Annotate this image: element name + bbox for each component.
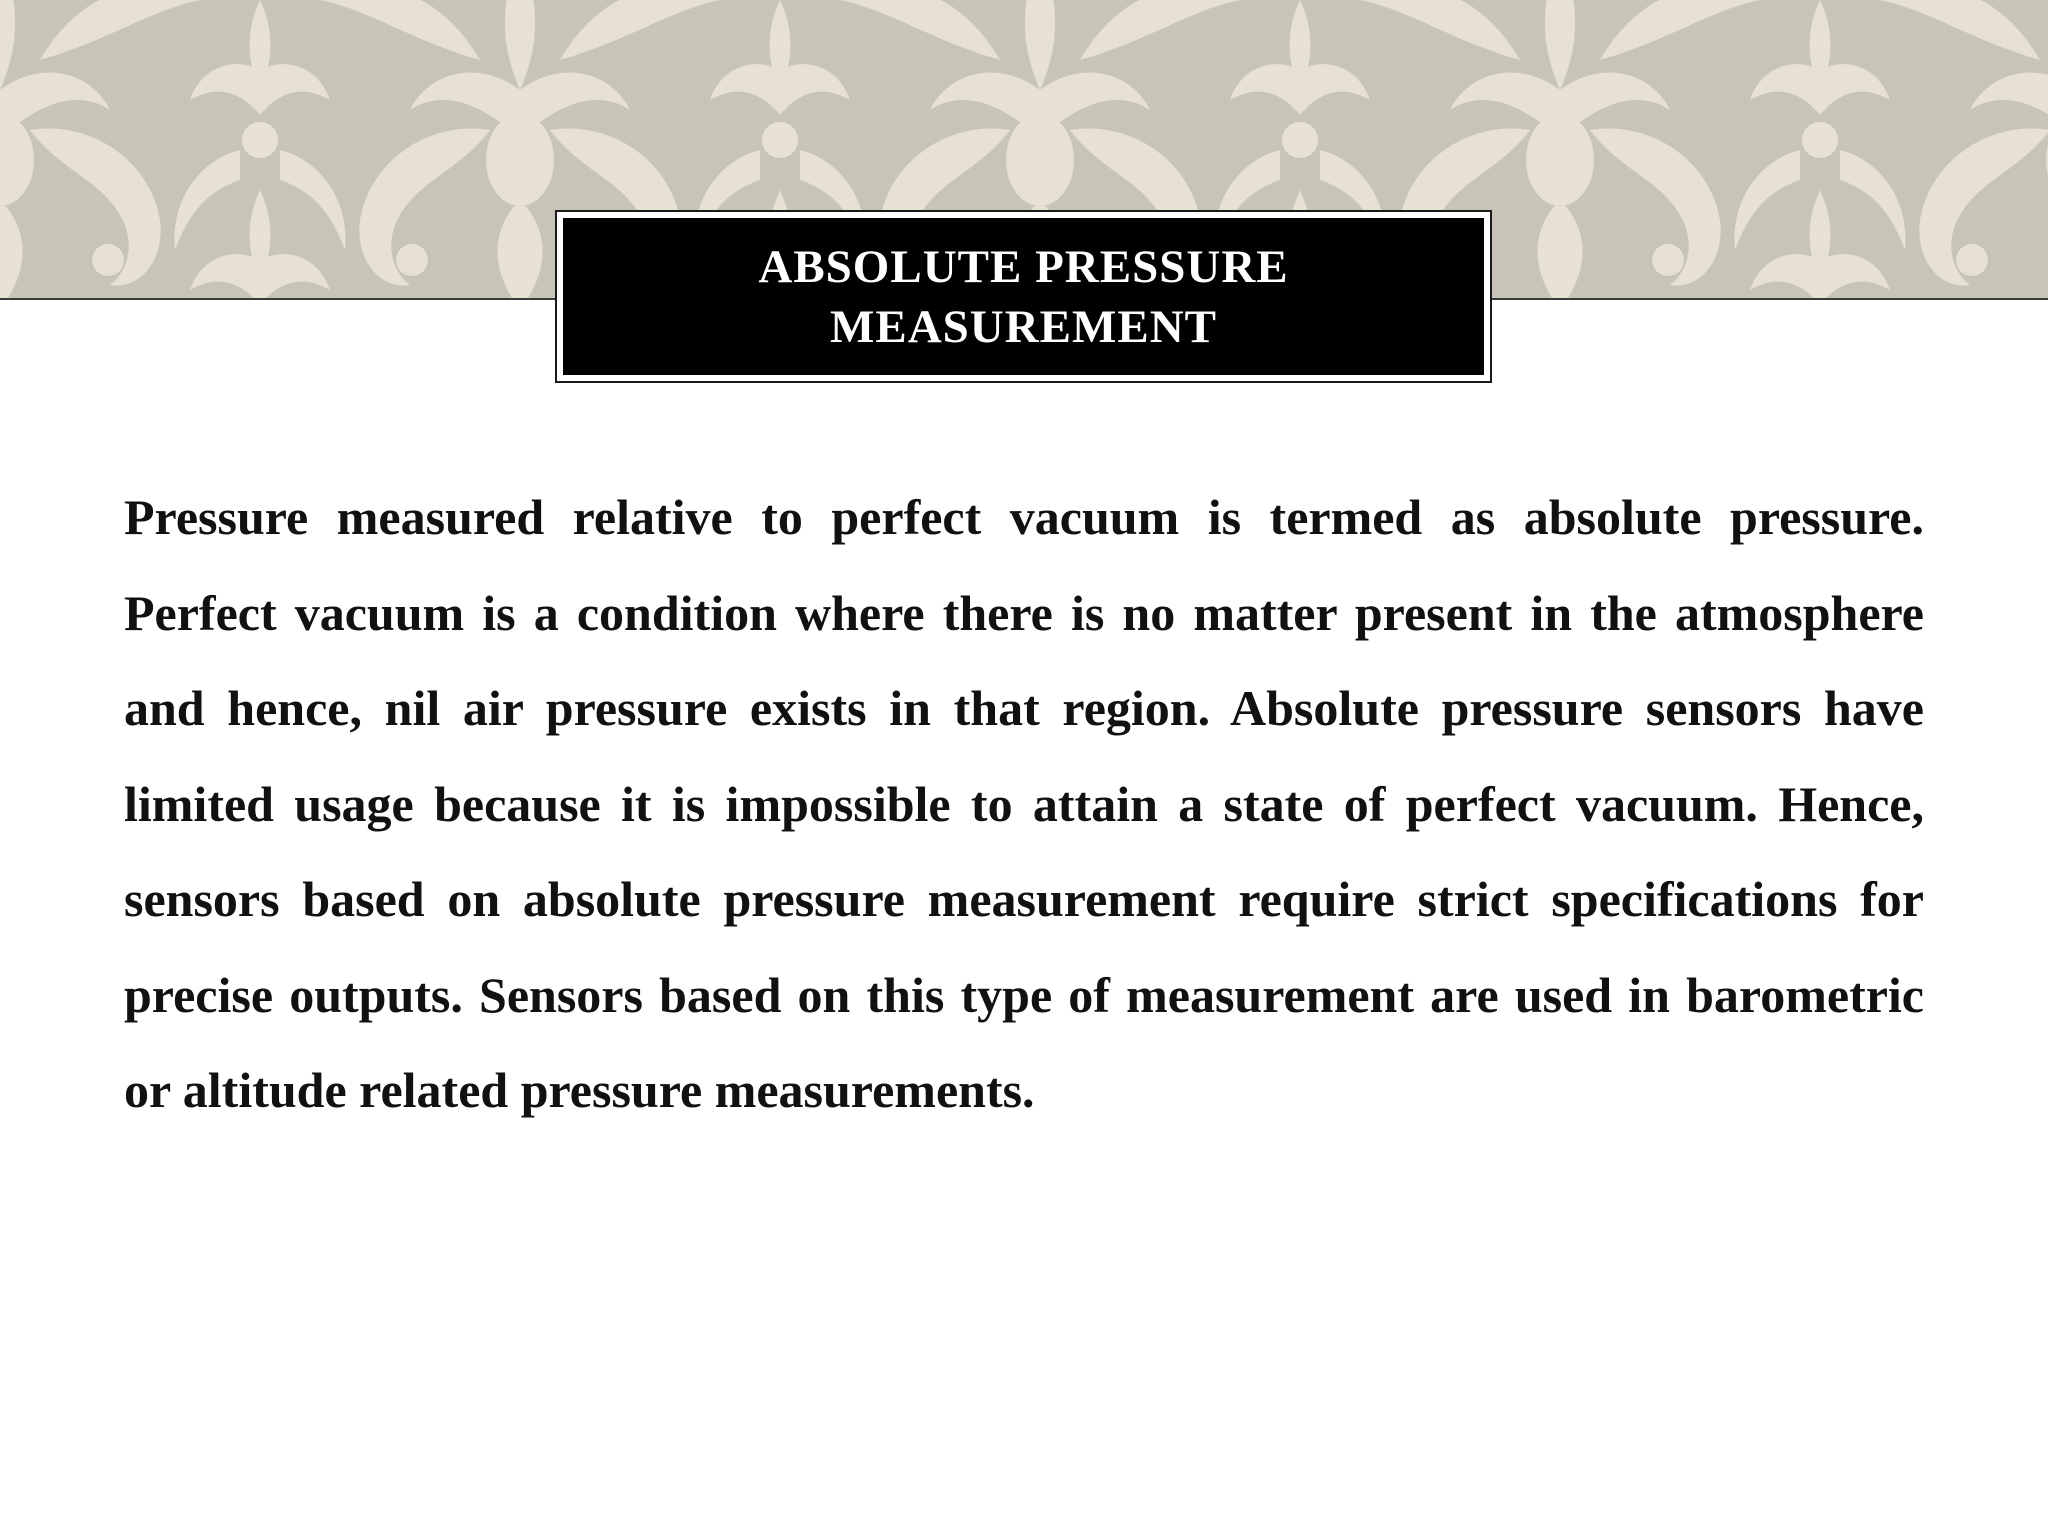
body-paragraph: Pressure measured relative to perfect vacuum is termed as absolute pressure. Perfect vacuum is a condition where there is no matter present in the atmosphere and hence, nil air pressure exists in that region. Absolute pressure sensors have limited usage because it is impossible to attain a state of perfect vacuum. Hence, sensors based on absolute pressure measurement require strict specifications for precise outputs. Sensors based on this type of measurement are used in barometric or altitude related pressure measurements. (124, 489, 1924, 1118)
slide-title-line-2: MEASUREMENT (829, 300, 1218, 353)
slide-title (563, 218, 1484, 375)
slide-title-line-1: ABSOLUTE PRESSURE (758, 240, 1289, 293)
title-frame (555, 210, 1492, 383)
